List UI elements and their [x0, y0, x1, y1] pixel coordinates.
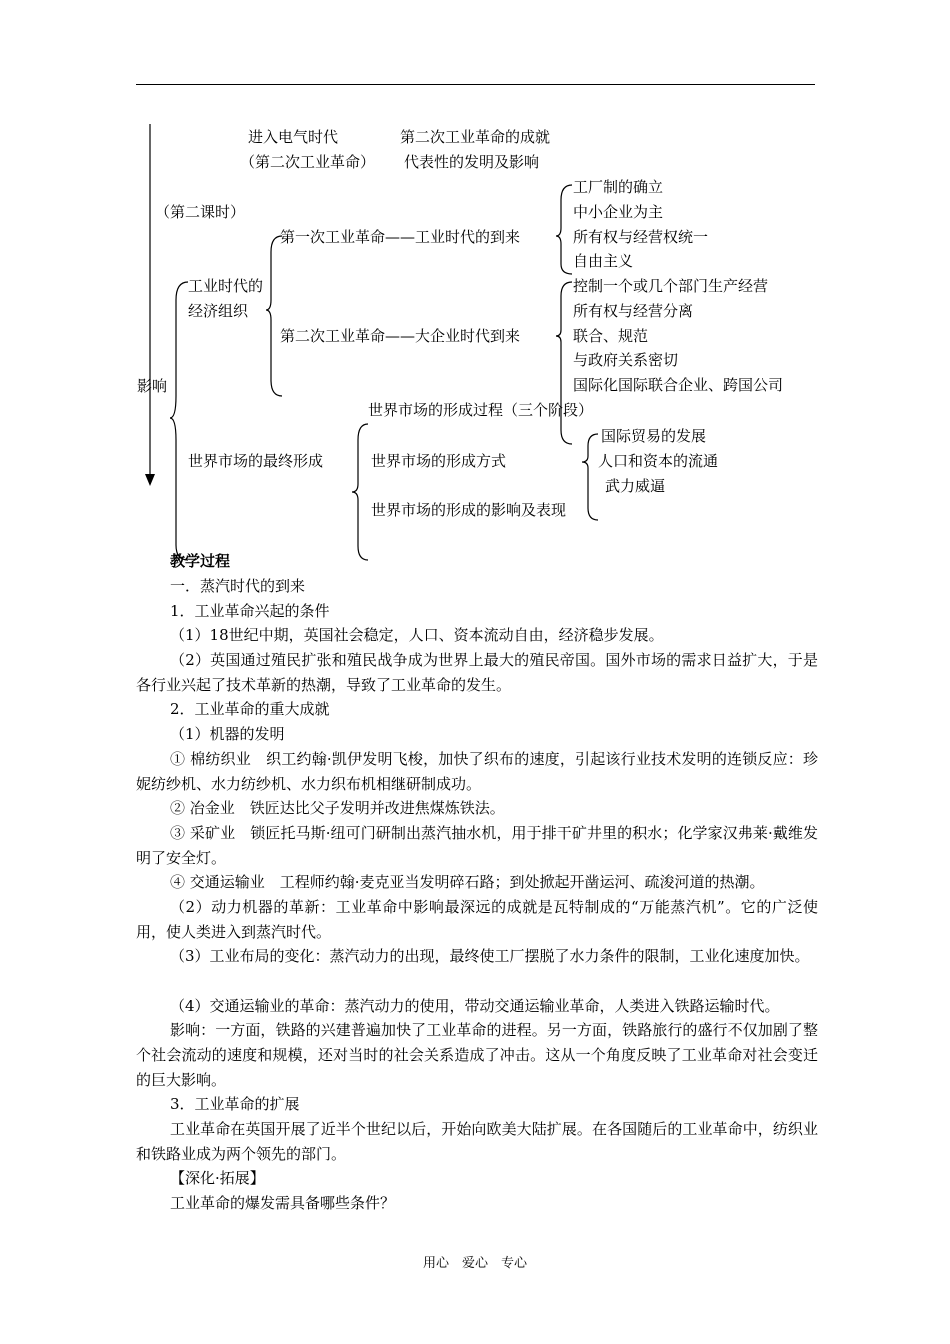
brace-influence: [170, 282, 188, 560]
rev1-item: 工厂制的确立: [573, 178, 664, 196]
paragraph: （3）工业布局的变化：蒸汽动力的出现，最终使工厂摆脱了水力条件的限制，工业化速度加快。: [170, 947, 810, 965]
paragraph: ② 冶金业 铁匠达比父子发明并改进焦煤炼铁法。: [170, 799, 505, 817]
paragraph: （1）18世纪中期，英国社会稳定，人口、资本流动自由，经济稳步发展。: [170, 626, 664, 644]
subsection-title: 3．工业革命的扩展: [170, 1095, 300, 1113]
diagram-title-line2: （第二次工业革命）: [240, 153, 376, 171]
main-arrow-head: [145, 474, 155, 486]
rev1-item: 所有权与经营权统一: [573, 228, 709, 246]
brace-method-items: [582, 434, 598, 520]
paragraph: （4）交通运输业的革命：蒸汽动力的使用，带动交通运输业革命，人类进入铁路运输时代。: [170, 997, 780, 1015]
subsection-title: 1．工业革命兴起的条件: [170, 602, 330, 620]
diagram-world-market-method: 世界市场的形成方式: [371, 452, 507, 470]
method-item: 武力威逼: [605, 477, 666, 495]
rev2-item: 控制一个或几个部门生产经营: [573, 277, 769, 295]
brace-world-market: [352, 424, 368, 560]
paragraph: 工业革命在英国开展了近半个世纪以后，开始向欧美大陆扩展。在各国随后的工业革命中，纺织业和铁路业成为两个领先的部门。: [136, 1120, 818, 1163]
concept-diagram-lines: [0, 0, 950, 570]
paragraph: （2）动力机器的革新：工业革命中影响最深远的成就是瓦特制成的“万能蒸汽机”。它的广泛使用，使人类进入到蒸汽时代。: [136, 898, 818, 941]
diagram-first-revolution: 第一次工业革命——工业时代的到来: [280, 228, 521, 246]
diagram-econ-line1: 工业时代的: [188, 277, 264, 295]
subsection-title: 【深化·拓展】: [170, 1169, 265, 1187]
paragraph: ④ 交通运输业 工程师约翰·麦克亚当发明碎石路；到处掀起开凿运河、疏浚河道的热潮。: [170, 873, 765, 891]
rev2-item: 所有权与经营分离: [573, 302, 694, 320]
diagram-achievement-line2: 代表性的发明及影响: [404, 153, 540, 171]
paragraph: ③ 采矿业 锁匠托马斯·纽可门研制出蒸汽抽水机，用于排干矿井里的积水；化学家汉弗莱·戴维发明了安全灯。: [136, 824, 818, 867]
diagram-second-revolution: 第二次工业革命——大企业时代到来: [280, 327, 521, 345]
method-item: 人口和资本的流通: [598, 452, 719, 470]
brace-economic-org: [266, 236, 282, 396]
diagram-econ-line2: 经济组织: [188, 302, 249, 320]
rev2-item: 与政府关系密切: [573, 351, 679, 369]
rev2-item: 国际化国际联合企业、跨国公司: [573, 376, 784, 394]
diagram-achievement-line1: 第二次工业革命的成就: [400, 128, 551, 146]
question: 工业革命的爆发需具备哪些条件？: [170, 1194, 396, 1212]
subsection-title: 2．工业革命的重大成就: [170, 700, 330, 718]
paragraph: ① 棉纺织业 织工约翰·凯伊发明飞梭，加快了织布的速度，引起该行业技术发明的连锁反应：珍妮纺纱机、水力纺纱机、水力织布机相继研制成功。: [136, 750, 818, 793]
rev1-item: 自由主义: [573, 252, 634, 270]
rev1-item: 中小企业为主: [573, 203, 664, 221]
section-title: 一．蒸汽时代的到来: [170, 577, 306, 595]
page-footer: 用心 爱心 专心: [422, 1256, 527, 1271]
paragraph: （2）英国通过殖民扩张和殖民战争成为世界上最大的殖民帝国。国外市场的需求日益扩大，于是各行业兴起了技术革新的热潮，导致了工业革命的发生。: [136, 651, 818, 694]
diagram-world-market-effect: 世界市场的形成的影响及表现: [371, 501, 567, 519]
paragraph: （1）机器的发明: [170, 725, 285, 743]
diagram-world-market-final: 世界市场的最终形成: [188, 452, 324, 470]
paragraph: 影响：一方面，铁路的兴建普遍加快了工业革命的进程。另一方面，铁路旅行的盛行不仅加剧了整个社会流动的速度和规模，还对当时的社会关系造成了冲击。这从一个角度反映了工业革命对社会变迁的巨大影响。: [136, 1021, 818, 1089]
diagram-world-market-process: 世界市场的形成过程（三个阶段）: [368, 401, 594, 419]
section-heading: 教学过程: [170, 552, 231, 570]
brace-rev1-items: [556, 185, 572, 274]
diagram-lesson: （第二课时）: [155, 203, 246, 221]
diagram-influence: 影响: [137, 377, 168, 395]
method-item: 国际贸易的发展: [601, 427, 707, 445]
diagram-title-line1: 进入电气时代: [248, 128, 339, 146]
rev2-item: 联合、规范: [573, 327, 649, 345]
